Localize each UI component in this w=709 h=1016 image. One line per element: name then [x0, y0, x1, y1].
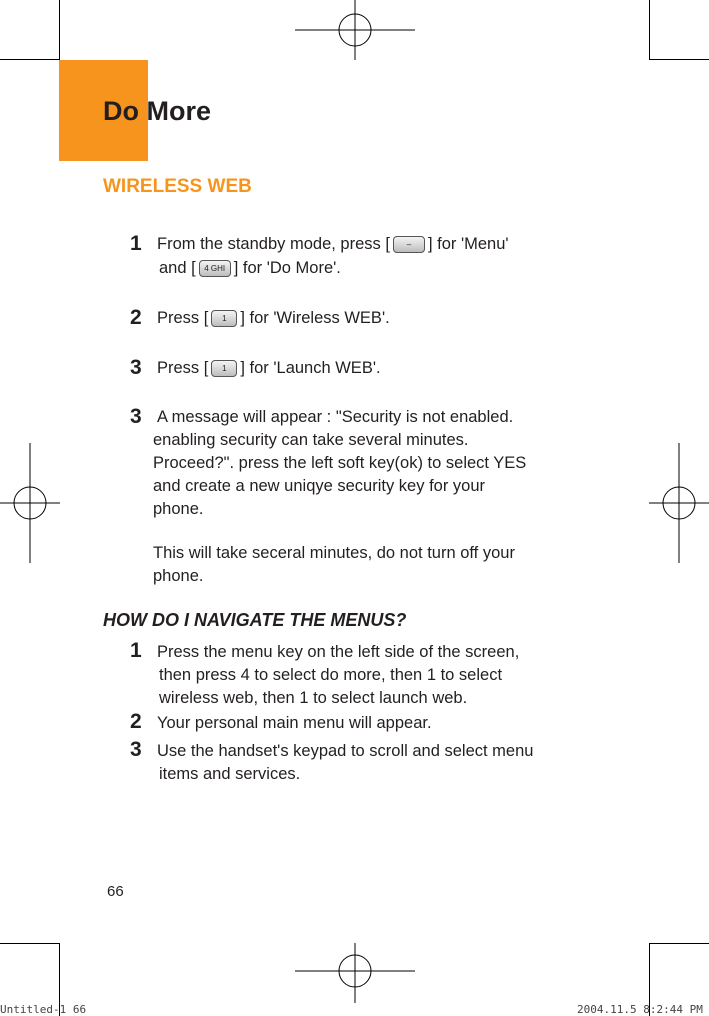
- faq-step-text: Your personal main menu will appear.: [157, 714, 432, 732]
- slug-right: 2004.11.5 8:2:44 PM: [577, 1003, 703, 1016]
- step-text: enabling security can take several minutes.: [153, 431, 469, 449]
- step-text: Press [ 1 ] for 'Wireless WEB'.: [157, 309, 390, 327]
- menu-key-icon: –: [393, 236, 425, 253]
- step-text: Proceed?". press the left soft key(ok) to select YES: [153, 454, 527, 472]
- faq-step-number: 2: [130, 710, 142, 733]
- faq-step-number: 1: [130, 639, 142, 662]
- registration-mark-right: [649, 443, 709, 563]
- step-number: 3: [130, 405, 142, 428]
- page-title: Do More: [103, 96, 211, 126]
- crop-mark: [59, 0, 60, 60]
- key-4-icon: 4 GHI: [199, 260, 231, 277]
- step-note: This will take seceral minutes, do not turn off your: [153, 544, 515, 562]
- page-number: 66: [107, 883, 124, 900]
- faq-heading: HOW DO I NAVIGATE THE MENUS?: [103, 610, 407, 630]
- faq-step-text: items and services.: [159, 765, 301, 783]
- step-number: 1: [130, 232, 142, 255]
- slug-left: Untitled-1 66: [0, 1003, 87, 1016]
- step-number: 3: [130, 356, 142, 379]
- key-1-icon: 1: [211, 360, 237, 377]
- step-note: phone.: [153, 567, 204, 585]
- registration-mark-left: [0, 443, 60, 563]
- key-1-icon: 1: [211, 310, 237, 327]
- step-text: From the standby mode, press [ – ] for 'Menu': [157, 235, 509, 253]
- faq-step-text: Use the handset's keypad to scroll and select menu: [157, 742, 534, 760]
- crop-mark: [650, 59, 709, 60]
- faq-step-text: Press the menu key on the left side of the screen,: [157, 643, 520, 661]
- crop-mark: [649, 0, 650, 60]
- registration-mark-top: [295, 0, 415, 60]
- step-text: phone.: [153, 500, 204, 518]
- step-text: A message will appear : "Security is not enabled.: [157, 408, 514, 426]
- step-text: Press [ 1 ] for 'Launch WEB'.: [157, 359, 381, 377]
- step-text: and [ 4 GHI ] for 'Do More'.: [159, 259, 341, 277]
- crop-mark: [0, 59, 59, 60]
- crop-mark: [0, 943, 59, 944]
- crop-mark: [650, 943, 709, 944]
- registration-mark-bottom: [295, 943, 415, 1003]
- faq-step-text: then press 4 to select do more, then 1 to select: [159, 666, 503, 684]
- step-text: and create a new uniqye security key for your: [153, 477, 486, 495]
- faq-step-number: 3: [130, 738, 142, 761]
- faq-step-text: wireless web, then 1 to select launch web.: [159, 689, 468, 707]
- section-title: WIRELESS WEB: [103, 176, 252, 197]
- step-number: 2: [130, 306, 142, 329]
